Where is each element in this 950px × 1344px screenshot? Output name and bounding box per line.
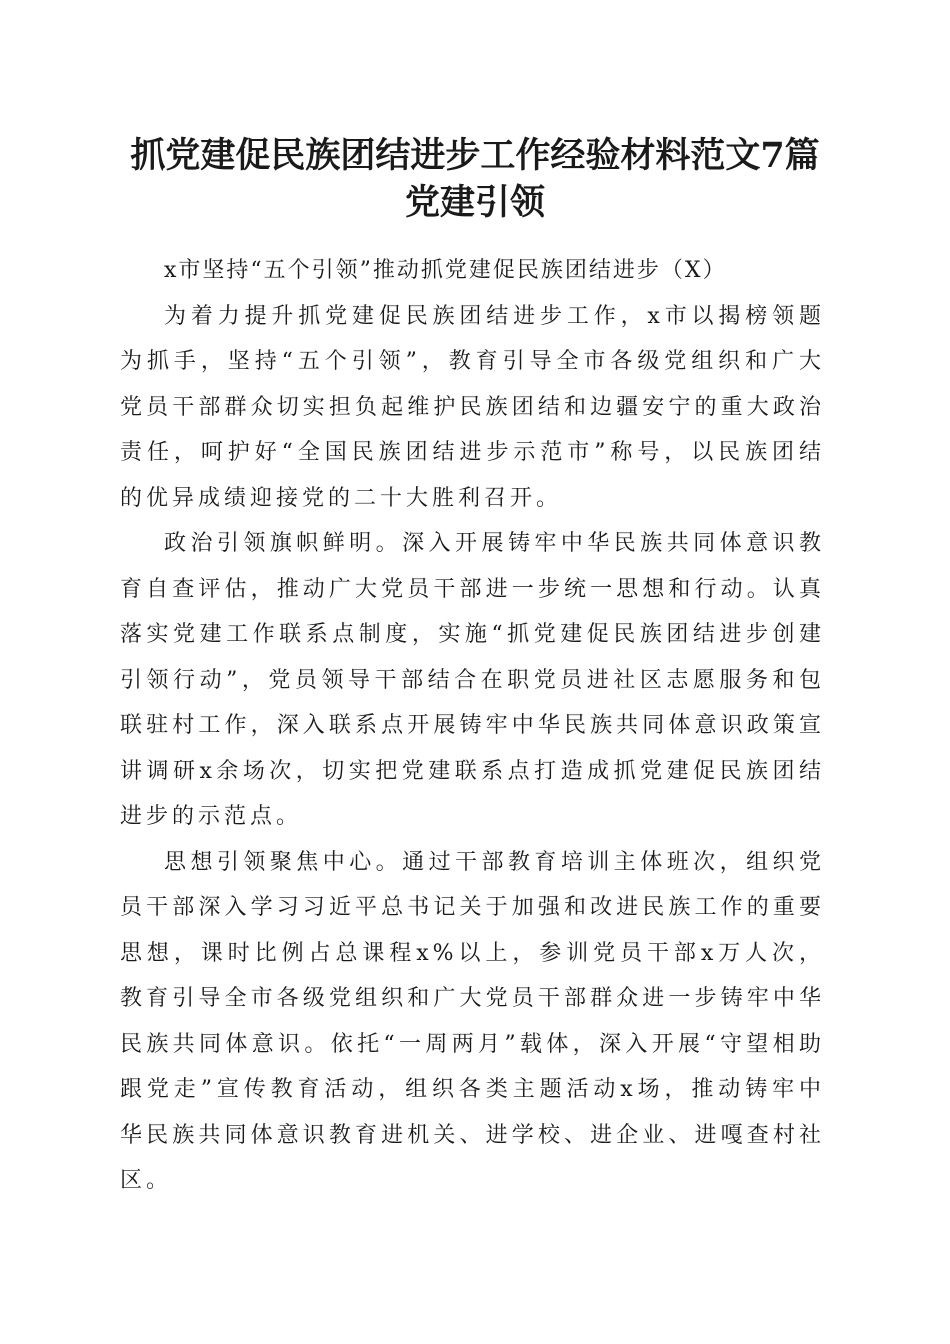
title-line-1: 抓党建促民族团结进步工作经验材料范文7篇 xyxy=(130,135,820,176)
paragraph-political-leadership: 政治引领旗帜鲜明。深入开展铸牢中华民族共同体意识教育自查评估，推动广大党员干部进一步统一思想和行动。认真落实党建工作联系点制度，实施“抓党建促民族团结进步创建引领行动”，党员领导干部结合在职党员进社区志愿服务和包联驻村工作，深入联系点开展铸牢中华民族共同体意识政策宣讲调研x余场次，切实把党建联系点打造成抓党建促民族团结进步的示范点。 xyxy=(120,531,825,829)
document-title xyxy=(100,132,850,226)
paragraph-ideological-leadership: 思想引领聚焦中心。通过干部教育培训主体班次，组织党员干部深入学习习近平总书记关于加强和改进民族工作的重要思想，课时比例占总课程x%以上，参训党员干部x万人次，教育引导全市各级党组织和广大党员干部群众进一步铸牢中华民族共同体意识。依托“一周两月”载体，深入开展“守望相助跟党走”宣传教育活动，组织各类主题活动x场，推动铸牢中华民族共同体意识教育进机关、进学校、进企业、进嘎查村社区。 xyxy=(120,849,825,1193)
paragraph-intro: 为着力提升抓党建促民族团结进步工作，x市以揭榜领题为抓手，坚持“五个引领”，教育引导全市各级党组织和广大党员干部群众切实担负起维护民族团结和边疆安宁的重大政治责任，呵护好“全国民族团结进步示范市”称号，以民族团结的优异成绩迎接党的二十大胜利召开。 xyxy=(120,303,825,511)
document-body xyxy=(120,248,825,1204)
section-subtitle: x市坚持“五个引领”推动抓党建促民族团结进步（X） xyxy=(164,258,727,283)
title-line-2: 党建引领 xyxy=(404,182,545,223)
